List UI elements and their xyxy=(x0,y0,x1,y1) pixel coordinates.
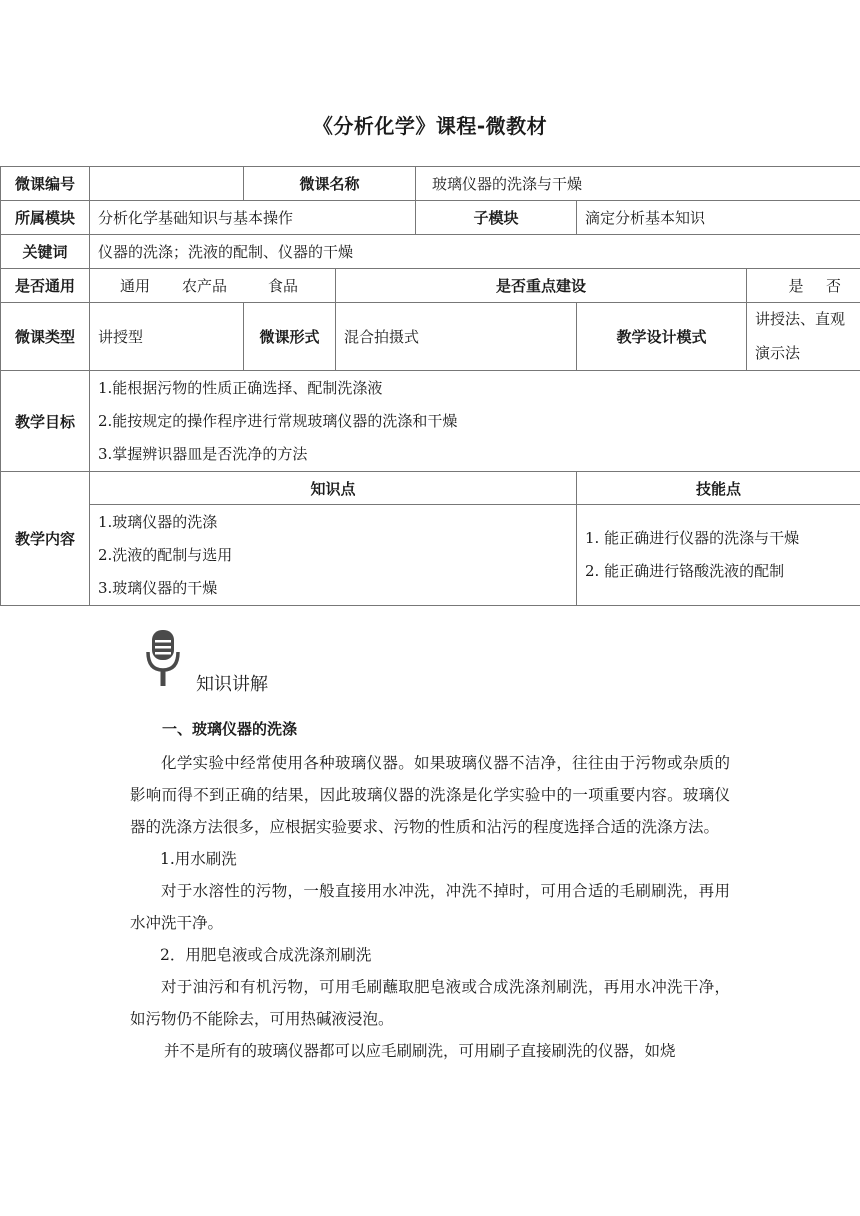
section-title: 知识讲解 xyxy=(196,674,268,695)
brush-note-paragraph: 并不是所有的玻璃仪器都可以应毛刷刷洗，可用刷子直接刷洗的仪器，如烧 xyxy=(164,1042,676,1060)
design-value-line: 演示法 xyxy=(755,343,801,362)
option-food: 食品 xyxy=(268,277,299,295)
module-value: 分析化学基础知识与基本操作 xyxy=(90,201,416,235)
goal-item: 3.掌握辨识器皿是否洗净的方法 xyxy=(98,444,308,463)
skill-item: 1. 能正确进行仪器的洗涤与干燥 xyxy=(585,529,800,547)
option-yes: 是 xyxy=(788,277,804,295)
design-value-line: 讲授法、直观 xyxy=(755,310,846,328)
course-code-value xyxy=(90,167,244,201)
detergent-brushing-paragraph: 对于油污和有机污物，可用毛刷蘸取肥皂液或合成洗涤剂刷洗，再用水冲洗干净，如污物仍不能除去，可用热碱液浸泡。 xyxy=(130,978,730,1028)
submodule-value: 滴定分析基本知识 xyxy=(577,201,860,235)
subheading-detergent-brushing: 2．用肥皂液或合成洗涤剂刷洗 xyxy=(160,946,372,964)
design-label: 教学设计模式 xyxy=(577,303,747,371)
course-name-label: 微课名称 xyxy=(244,167,416,201)
page-title: 《分析化学》课程-微教材 xyxy=(312,114,548,138)
general-options xyxy=(90,269,336,303)
option-no: 否 xyxy=(826,277,842,295)
goal-item: 1.能根据污物的性质正确选择、配制洗涤液 xyxy=(98,378,383,397)
form-value: 混合拍摄式 xyxy=(336,303,577,371)
skill-list xyxy=(577,505,860,606)
water-brushing-paragraph: 对于水溶性的污物，一般直接用水冲洗，冲洗不掉时，可用合适的毛刷刷洗，再用水冲洗干净。 xyxy=(130,882,730,932)
module-label: 所属模块 xyxy=(1,201,90,235)
keywords-value: 仪器的洗涤；洗液的配制、仪器的干燥 xyxy=(90,235,860,269)
design-value xyxy=(747,303,860,371)
course-name-value: 玻璃仪器的洗涤与干燥 xyxy=(416,167,860,201)
microphone-icon xyxy=(146,630,180,690)
knowledge-item: 2.洗液的配制与选用 xyxy=(98,545,233,564)
option-agricultural: 农产品 xyxy=(182,277,228,295)
intro-paragraph: 化学实验中经常使用各种玻璃仪器。如果玻璃仪器不洁净，往往由于污物或杂质的影响而得不到正确的结果，因此玻璃仪器的洗涤是化学实验中的一项重要内容。玻璃仪器的洗涤方法很多，应根据实验要求、污物的性质和沾污的程度选择合适的洗涤方法。 xyxy=(130,754,730,836)
type-value: 讲授型 xyxy=(90,303,244,371)
section-heading: 一、玻璃仪器的洗涤 xyxy=(162,720,298,738)
knowledge-item: 1.玻璃仪器的洗涤 xyxy=(98,512,218,531)
knowledge-header: 知识点 xyxy=(90,472,577,505)
type-label: 微课类型 xyxy=(1,303,90,371)
subheading-water-brushing: 1.用水刷洗 xyxy=(160,850,237,868)
lecture-body xyxy=(130,747,730,1067)
goal-item: 2.能按规定的操作程序进行常规玻璃仪器的洗涤和干燥 xyxy=(98,411,458,430)
keywords-label: 关键词 xyxy=(1,235,90,269)
course-code-label: 微课编号 xyxy=(1,167,90,201)
goals-list xyxy=(90,371,860,472)
course-info-table xyxy=(0,166,860,606)
skill-header: 技能点 xyxy=(577,472,860,505)
option-general: 通用 xyxy=(120,277,151,295)
key-build-options xyxy=(747,269,860,303)
skill-item: 2. 能正确进行铬酸洗液的配制 xyxy=(585,562,785,580)
key-build-label: 是否重点建设 xyxy=(336,269,747,303)
submodule-label: 子模块 xyxy=(416,201,577,235)
knowledge-list xyxy=(90,505,577,606)
content-label: 教学内容 xyxy=(1,472,90,606)
knowledge-item: 3.玻璃仪器的干燥 xyxy=(98,578,218,597)
form-label: 微课形式 xyxy=(244,303,336,371)
goals-label: 教学目标 xyxy=(1,371,90,472)
general-label: 是否通用 xyxy=(1,269,90,303)
